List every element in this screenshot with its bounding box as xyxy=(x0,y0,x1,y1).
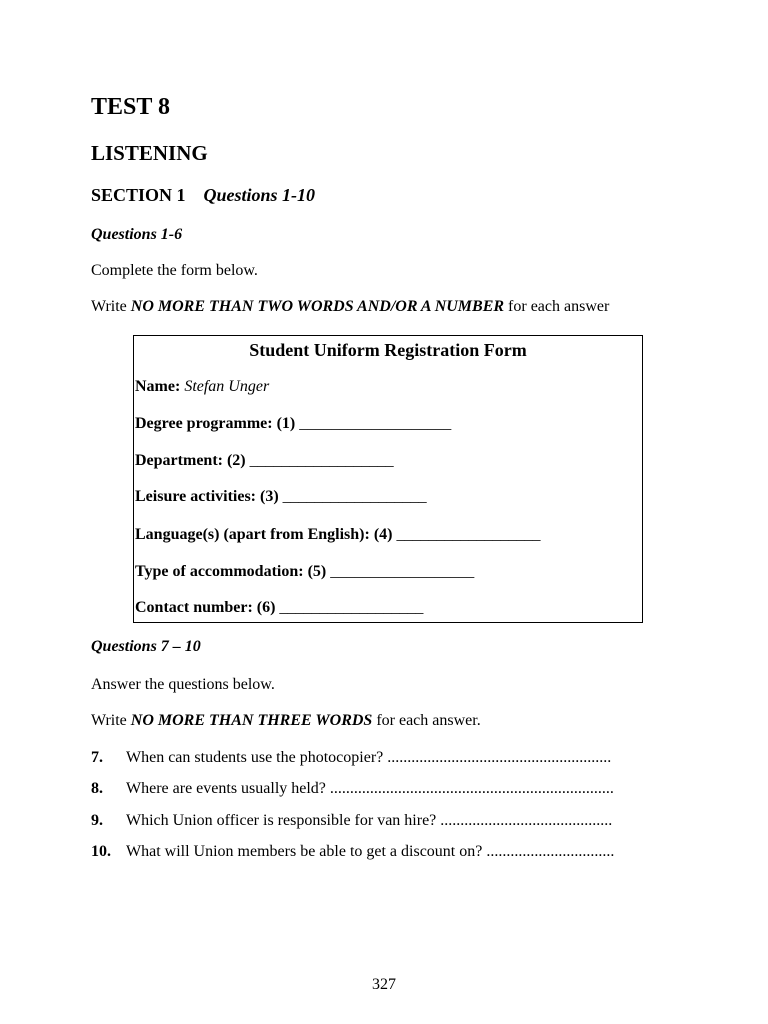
question-7 xyxy=(91,749,611,767)
field-label: Name: xyxy=(135,378,181,395)
instr-emphasis: NO MORE THAN TWO WORDS AND/OR A NUMBER xyxy=(130,298,505,315)
instr-post: for each answer. xyxy=(372,712,481,729)
question-text: When can students use the photocopier? ........................................................ xyxy=(126,749,612,766)
form-field-department xyxy=(135,452,394,470)
instruction-word-limit-1 xyxy=(91,298,609,316)
instruction-word-limit-2 xyxy=(91,712,481,730)
answer-blank-6[interactable]: __________________ xyxy=(279,599,424,616)
section-questions: Questions 1-10 xyxy=(203,185,316,205)
form-field-language xyxy=(135,526,540,544)
registration-form xyxy=(133,335,643,623)
listening-heading: LISTENING xyxy=(91,141,208,165)
answer-blank-5[interactable]: __________________ xyxy=(330,563,475,580)
field-label: Leisure activities: (3) xyxy=(135,488,279,505)
questions-1-6-heading: Questions 1-6 xyxy=(91,226,183,243)
page-number: 327 xyxy=(372,976,396,993)
form-field-degree xyxy=(135,415,451,433)
section-heading xyxy=(91,185,315,206)
question-10 xyxy=(91,843,614,861)
form-field-name xyxy=(135,378,269,396)
instr-emphasis: NO MORE THAN THREE WORDS xyxy=(130,712,373,729)
question-text: What will Union members be able to get a discount on? ................................ xyxy=(126,843,615,860)
field-value: Stefan Unger xyxy=(184,378,270,395)
instr-pre: Write xyxy=(91,298,131,315)
instruction-answer-questions: Answer the questions below. xyxy=(91,676,275,693)
field-label: Language(s) (apart from English): (4) xyxy=(135,526,393,543)
form-field-contact xyxy=(135,599,423,617)
field-label: Department: (2) xyxy=(135,452,246,469)
form-title: Student Uniform Registration Form xyxy=(249,340,527,360)
questions-7-10-heading: Questions 7 – 10 xyxy=(91,638,201,655)
test-title: TEST 8 xyxy=(91,94,170,120)
question-number: 7. xyxy=(91,749,103,766)
answer-blank-3[interactable]: __________________ xyxy=(282,488,427,505)
instr-pre: Write xyxy=(91,712,131,729)
question-8 xyxy=(91,780,614,798)
field-label: Type of accommodation: (5) xyxy=(135,563,327,580)
answer-blank-1[interactable]: ___________________ xyxy=(299,415,452,432)
form-field-leisure xyxy=(135,488,427,506)
question-9 xyxy=(91,812,612,830)
field-label: Contact number: (6) xyxy=(135,599,276,616)
form-field-accommodation xyxy=(135,563,474,581)
field-label: Degree programme: (1) xyxy=(135,415,296,432)
answer-blank-2[interactable]: __________________ xyxy=(249,452,394,469)
instruction-complete-form: Complete the form below. xyxy=(91,262,258,279)
question-number: 8. xyxy=(91,780,103,797)
question-text: Which Union officer is responsible for van hire? ........................................... xyxy=(126,812,613,829)
question-text: Where are events usually held? ....................................................................... xyxy=(126,780,614,797)
question-number: 9. xyxy=(91,812,103,829)
question-number: 10. xyxy=(91,843,111,860)
instr-post: for each answer xyxy=(504,298,610,315)
answer-blank-4[interactable]: __________________ xyxy=(396,526,541,543)
section-label: SECTION 1 xyxy=(91,185,186,205)
